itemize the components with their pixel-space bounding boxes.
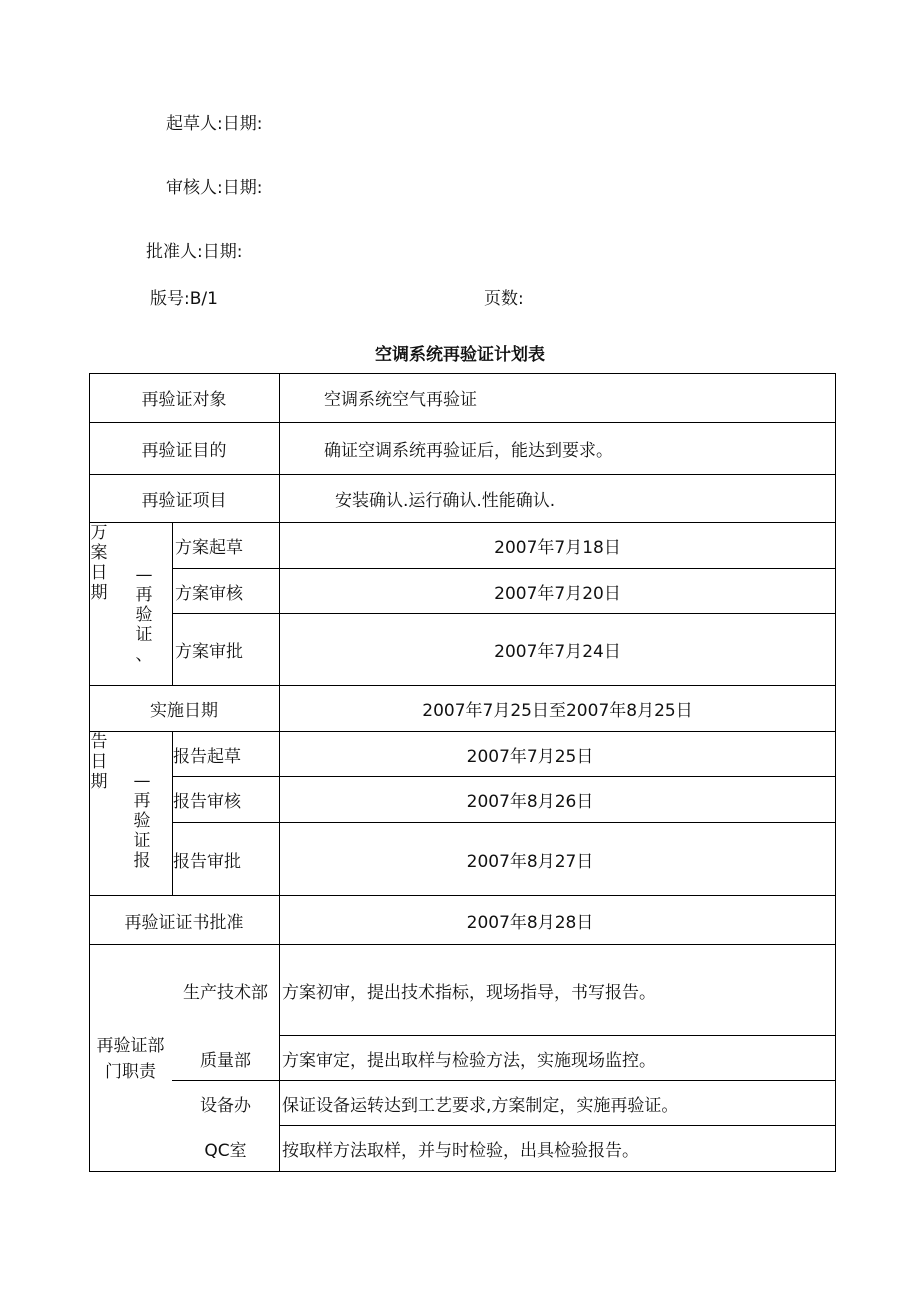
- implement-label: 实施日期: [150, 701, 218, 721]
- version-label: 版号:B/1: [150, 289, 218, 309]
- plan-review-date: 2007年7月20日: [494, 583, 621, 604]
- plan-review-label: 方案审核: [175, 583, 243, 604]
- items-value: 安装确认.运行确认.性能确认.: [335, 491, 556, 511]
- approver-line: 批准人:日期:: [146, 242, 243, 262]
- reviewer-line: 审核人:日期:: [166, 178, 263, 198]
- certificate-label: 再验证证书批准: [124, 912, 244, 933]
- plan-draft-label: 方案起草: [175, 538, 243, 558]
- duty-production: 方案初审，提出技术指标，现场指导，书写报告。: [282, 982, 656, 1003]
- plan-group-inner-label: — 再 验 证 、: [135, 565, 153, 665]
- duty-equipment: 保证设备运转达到工艺要求,方案制定，实施再验证。: [282, 1095, 679, 1116]
- dept-quality: 质量部: [200, 1050, 251, 1071]
- purpose-value: 确证空调系统再验证后，能达到要求。: [324, 441, 613, 461]
- revalidation-plan-table: [89, 373, 836, 1172]
- report-draft-label: 报告起草: [173, 746, 241, 767]
- object-value: 空调系统空气再验证: [324, 390, 477, 410]
- drafter-line: 起草人:日期:: [166, 114, 263, 134]
- report-review-label: 报告审核: [173, 792, 241, 812]
- duty-qc: 按取样方法取样，并与时检验，出具检验报告。: [282, 1141, 639, 1161]
- col-divider: [279, 373, 280, 522]
- dept-qc: QC室: [204, 1141, 247, 1161]
- dept-production: 生产技术部: [183, 982, 268, 1003]
- object-label: 再验证对象: [141, 390, 227, 410]
- col-divider: [172, 522, 173, 685]
- plan-approve-label: 方案审批: [175, 642, 243, 662]
- table-title: 空调系统再验证计划表: [375, 345, 545, 365]
- report-review-date: 2007年8月26日: [466, 792, 594, 812]
- report-draft-date: 2007年7月25日: [466, 746, 594, 767]
- items-label: 再验证项目: [141, 491, 227, 511]
- duties-label: 再验证部 门职责: [96, 1036, 165, 1082]
- report-group-inner-label: — 再 验 证 报: [133, 771, 151, 871]
- report-group-outer-label: 告 日 期: [90, 732, 108, 792]
- report-approve-date: 2007年8月27日: [466, 851, 594, 872]
- purpose-label: 再验证目的: [141, 441, 227, 461]
- plan-group-outer-label: 万 案 日 期: [90, 523, 108, 603]
- dept-equipment: 设备办: [200, 1095, 251, 1116]
- plan-approve-date: 2007年7月24日: [494, 642, 621, 662]
- pages-label: 页数:: [484, 289, 524, 309]
- report-approve-label: 报告审批: [173, 851, 241, 872]
- duty-quality: 方案审定，提出取样与检验方法，实施现场监控。: [282, 1050, 656, 1071]
- implement-value: 2007年7月25日至2007年8月25日: [422, 701, 693, 721]
- certificate-date: 2007年8月28日: [466, 912, 594, 933]
- plan-draft-date: 2007年7月18日: [494, 538, 621, 558]
- table-border-bottom: [89, 1171, 836, 1172]
- table-border-right: [835, 373, 836, 1172]
